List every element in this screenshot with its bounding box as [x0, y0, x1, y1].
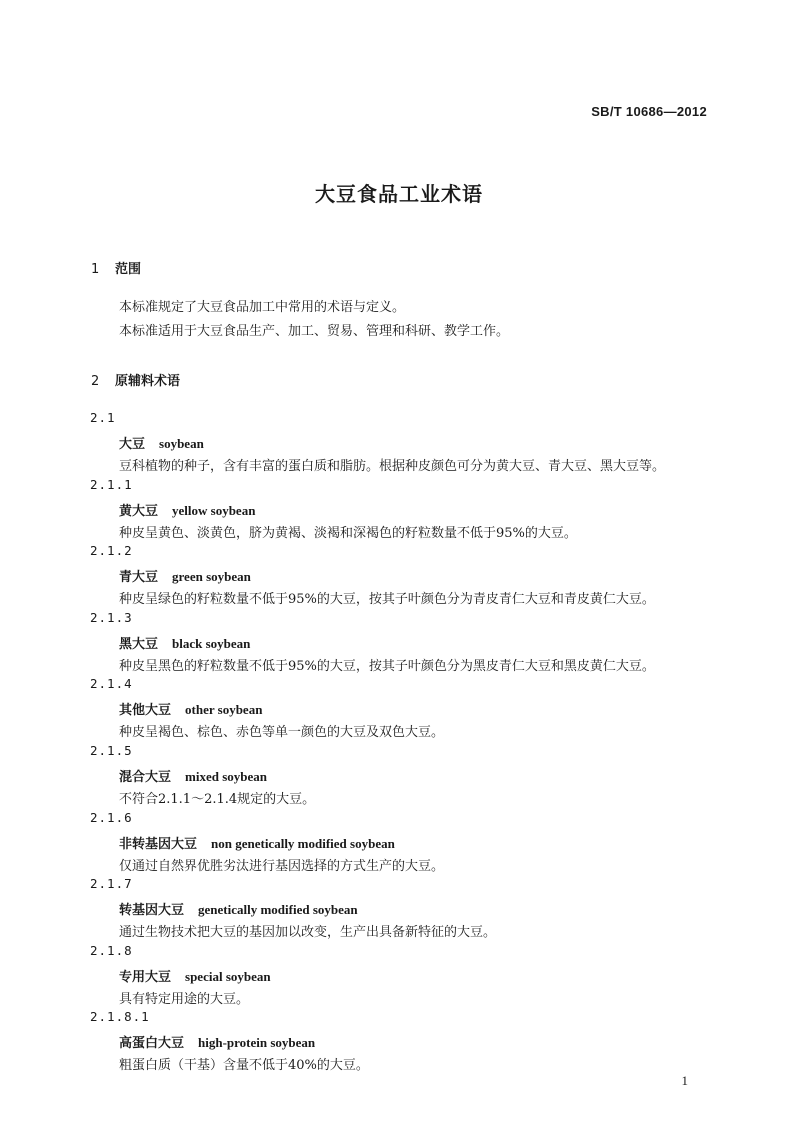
- term-number: 2.1.8.1: [90, 1009, 150, 1025]
- term-number: 2.1.6: [90, 809, 133, 825]
- term-heading: [119, 833, 395, 852]
- term-heading: [119, 1032, 315, 1051]
- term-zh: 黄大豆: [119, 503, 159, 519]
- term-zh: 其他大豆: [119, 703, 172, 719]
- term-entry: [0, 943, 798, 1010]
- term-number: 2.1.1: [90, 476, 133, 492]
- term-entry: [0, 743, 798, 810]
- term-entry: [0, 676, 798, 743]
- term-entry: [0, 876, 798, 943]
- term-heading: [119, 966, 271, 985]
- term-en: other soybean: [185, 702, 263, 718]
- term-list: [0, 410, 798, 1076]
- term-en: green soybean: [172, 569, 251, 585]
- term-entry: [0, 410, 798, 477]
- term-definition: 粗蛋白质（干基）含量不低于40%的大豆。: [119, 1058, 369, 1074]
- scope-paragraph-1: 本标准规定了大豆食品加工中常用的术语与定义。: [119, 300, 406, 315]
- term-zh: 转基因大豆: [119, 903, 185, 919]
- term-heading: [119, 566, 251, 585]
- term-entry: [0, 477, 798, 544]
- term-definition: 种皮呈绿色的籽粒数量不低于95%的大豆，按其子叶颜色分为青皮青仁大豆和青皮黄仁大豆。: [119, 592, 655, 608]
- term-en: yellow soybean: [172, 502, 256, 518]
- term-number: 2.1.8: [90, 942, 133, 958]
- term-en: high-protein soybean: [198, 1035, 316, 1051]
- term-definition: 豆科植物的种子，含有丰富的蛋白质和脂肪。根据种皮颜色可分为黄大豆、青大豆、黑大豆等。: [119, 459, 666, 474]
- section-title: 原辅料术语: [115, 374, 181, 389]
- term-number: 2.1: [90, 410, 116, 425]
- section-heading-scope: [91, 258, 141, 277]
- term-number: 2.1.5: [90, 742, 133, 758]
- term-definition: 仅通过自然界优胜劣汰进行基因选择的方式生产的大豆。: [119, 858, 445, 874]
- section-heading-raw-materials: [91, 370, 180, 389]
- term-zh: 大豆: [119, 437, 146, 452]
- term-zh: 混合大豆: [119, 769, 172, 785]
- term-en: black soybean: [172, 635, 251, 651]
- term-zh: 青大豆: [119, 570, 159, 586]
- term-heading: [119, 433, 204, 452]
- standard-code: SB/T 10686—2012: [591, 104, 707, 119]
- term-definition: 种皮呈黄色、淡黄色，脐为黄褐、淡褐和深褐色的籽粒数量不低于95%的大豆。: [119, 525, 577, 541]
- term-en: mixed soybean: [185, 768, 267, 784]
- scope-paragraph-2: 本标准适用于大豆食品生产、加工、贸易、管理和科研、教学工作。: [119, 324, 510, 339]
- term-en: non genetically modified soybean: [211, 835, 395, 851]
- term-entry: [0, 1009, 798, 1076]
- term-entry: [0, 610, 798, 677]
- term-heading: [119, 699, 262, 718]
- term-en: genetically modified soybean: [198, 902, 358, 918]
- term-entry: [0, 810, 798, 877]
- section-title: 范围: [115, 262, 142, 277]
- section-number: 2: [91, 374, 100, 389]
- document-title: 大豆食品工业术语: [315, 182, 483, 206]
- term-en: soybean: [159, 436, 204, 451]
- section-number: 1: [91, 262, 100, 277]
- term-heading: [119, 766, 267, 785]
- term-zh: 高蛋白大豆: [119, 1036, 185, 1052]
- term-number: 2.1.7: [90, 876, 133, 892]
- term-definition: 种皮呈褐色、棕色、赤色等单一颜色的大豆及双色大豆。: [119, 725, 445, 741]
- term-heading: [119, 899, 358, 918]
- term-heading: [119, 633, 250, 652]
- term-number: 2.1.4: [90, 676, 133, 692]
- term-definition: 不符合2.1.1～2.1.4规定的大豆。: [119, 791, 316, 807]
- term-zh: 专用大豆: [119, 969, 172, 985]
- term-definition: 通过生物技术把大豆的基因加以改变，生产出具备新特征的大豆。: [119, 925, 497, 941]
- term-zh: 黑大豆: [119, 636, 159, 652]
- term-definition: 具有特定用途的大豆。: [119, 991, 250, 1007]
- term-zh: 非转基因大豆: [119, 836, 198, 852]
- term-number: 2.1.2: [90, 543, 133, 559]
- term-definition: 种皮呈黑色的籽粒数量不低于95%的大豆，按其子叶颜色分为黑皮青仁大豆和黑皮黄仁大豆。: [119, 658, 655, 674]
- page-number: 1: [681, 1073, 688, 1088]
- term-entry: [0, 543, 798, 610]
- term-en: special soybean: [185, 968, 271, 984]
- term-heading: [119, 500, 255, 519]
- term-number: 2.1.3: [90, 609, 133, 625]
